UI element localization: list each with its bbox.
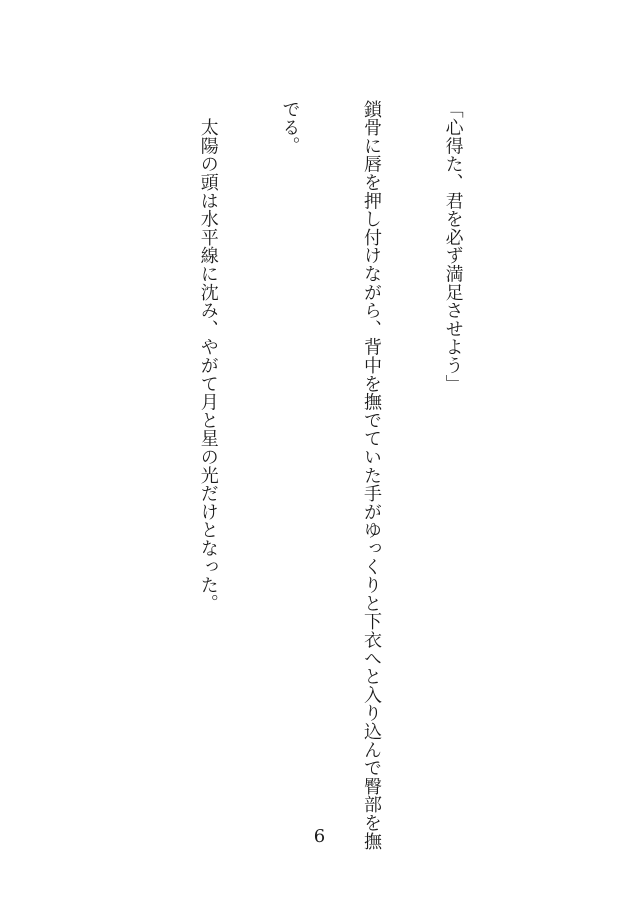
text-line: 太陽の頭は水平線に沈み、やがて月と星の光だけとなった。 (197, 100, 219, 613)
page-number: 6 (313, 826, 326, 847)
text-line: 「心得た、君を必ず満足させよう」 (442, 100, 464, 393)
blank-line (113, 100, 140, 800)
text-line: でる。 (279, 100, 301, 155)
blank-line (31, 100, 58, 800)
text-line: 鎖骨に唇を押し付けながら、背中を撫でていた手がゆっくりと下衣へと入り込んで臀部を撫 (360, 100, 382, 851)
body-text (0, 100, 521, 851)
